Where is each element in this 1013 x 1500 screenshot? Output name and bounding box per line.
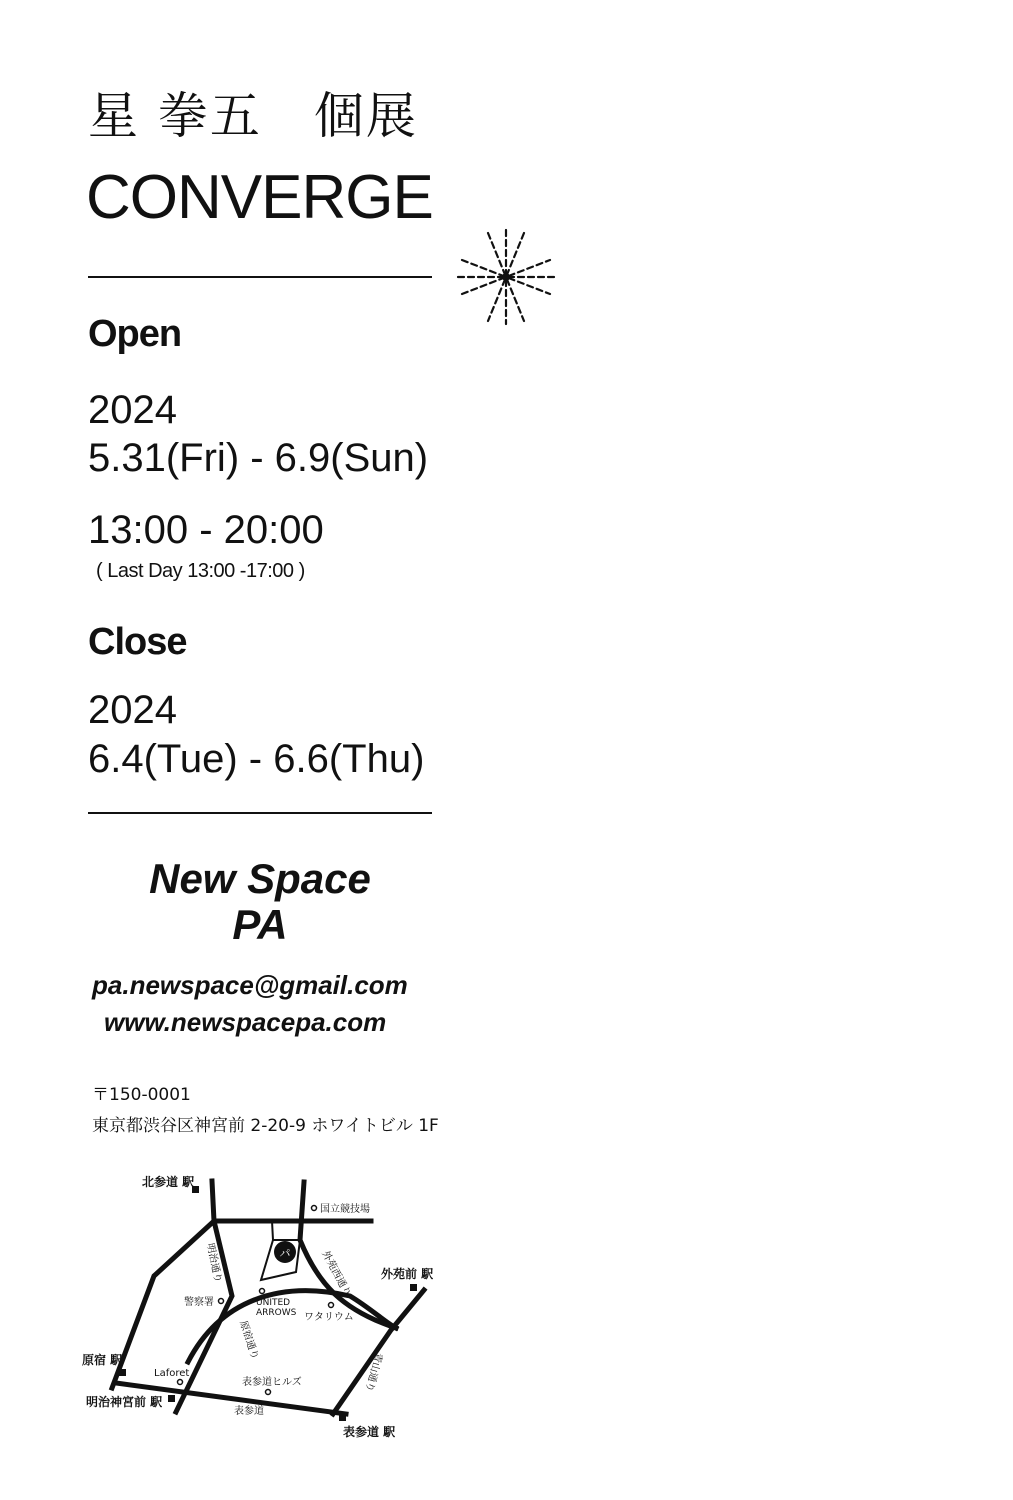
station-harajuku: 原宿 駅	[82, 1353, 123, 1367]
postal-code: 〒150-0001	[92, 1085, 191, 1105]
open-dates: 5.31(Fri) - 6.9(Sun)	[88, 436, 429, 480]
venue-website[interactable]: www.newspacepa.com	[104, 1007, 387, 1037]
landmark-police: 警察署	[184, 1297, 214, 1308]
venue-name-line2: PA	[232, 901, 288, 948]
street-omotesando: 表参道	[234, 1406, 264, 1417]
landmark-omotesando-hills: 表参道ヒルズ	[242, 1377, 302, 1388]
close-dates: 6.4(Tue) - 6.6(Thu)	[88, 737, 425, 781]
exhibition-title-jp: 星 拳五 個展	[88, 87, 418, 145]
landmark-united-arrows-1: UNITED	[256, 1298, 291, 1308]
station-marker-harajuku	[119, 1369, 126, 1376]
landmark-stadium: 国立競技場	[320, 1204, 370, 1215]
street-harajuku: 原宿通り	[237, 1319, 260, 1361]
last-day-hours: ( Last Day 13:00 -17:00 )	[96, 560, 305, 582]
open-year: 2024	[88, 388, 177, 432]
open-hours: 13:00 - 20:00	[88, 508, 324, 552]
gallery-pin-label: パ	[279, 1247, 291, 1260]
station-gaienmae: 外苑前 駅	[381, 1267, 434, 1281]
station-marker-gaienmae	[410, 1284, 417, 1291]
close-heading: Close	[88, 621, 187, 663]
landmark-laforet: Laforet	[154, 1368, 190, 1379]
station-kitasando: 北参道 駅	[142, 1175, 195, 1189]
station-omotesando: 表参道 駅	[343, 1425, 396, 1439]
station-marker-omotesando	[339, 1414, 346, 1421]
street-meiji: 明治通り	[204, 1242, 224, 1284]
exhibition-title: CONVERGE	[86, 163, 433, 232]
landmark-watarium: ワタリウム	[304, 1312, 354, 1323]
street-aoyama: 青山通り	[362, 1351, 384, 1393]
venue-email[interactable]: pa.newspace@gmail.com	[92, 970, 408, 1000]
street-gaien-nishi: 外苑西通り	[319, 1249, 353, 1299]
station-marker-meijijingumae	[168, 1395, 175, 1402]
landmark-united-arrows-2: ARROWS	[256, 1308, 297, 1318]
venue-name-line1: New Space	[149, 855, 371, 902]
close-year: 2024	[88, 688, 177, 732]
street-address: 東京都渋谷区神宮前 2-20-9 ホワイトビル 1F	[92, 1116, 439, 1136]
station-meijijingumae: 明治神宮前 駅	[86, 1395, 163, 1409]
open-heading: Open	[88, 313, 182, 355]
